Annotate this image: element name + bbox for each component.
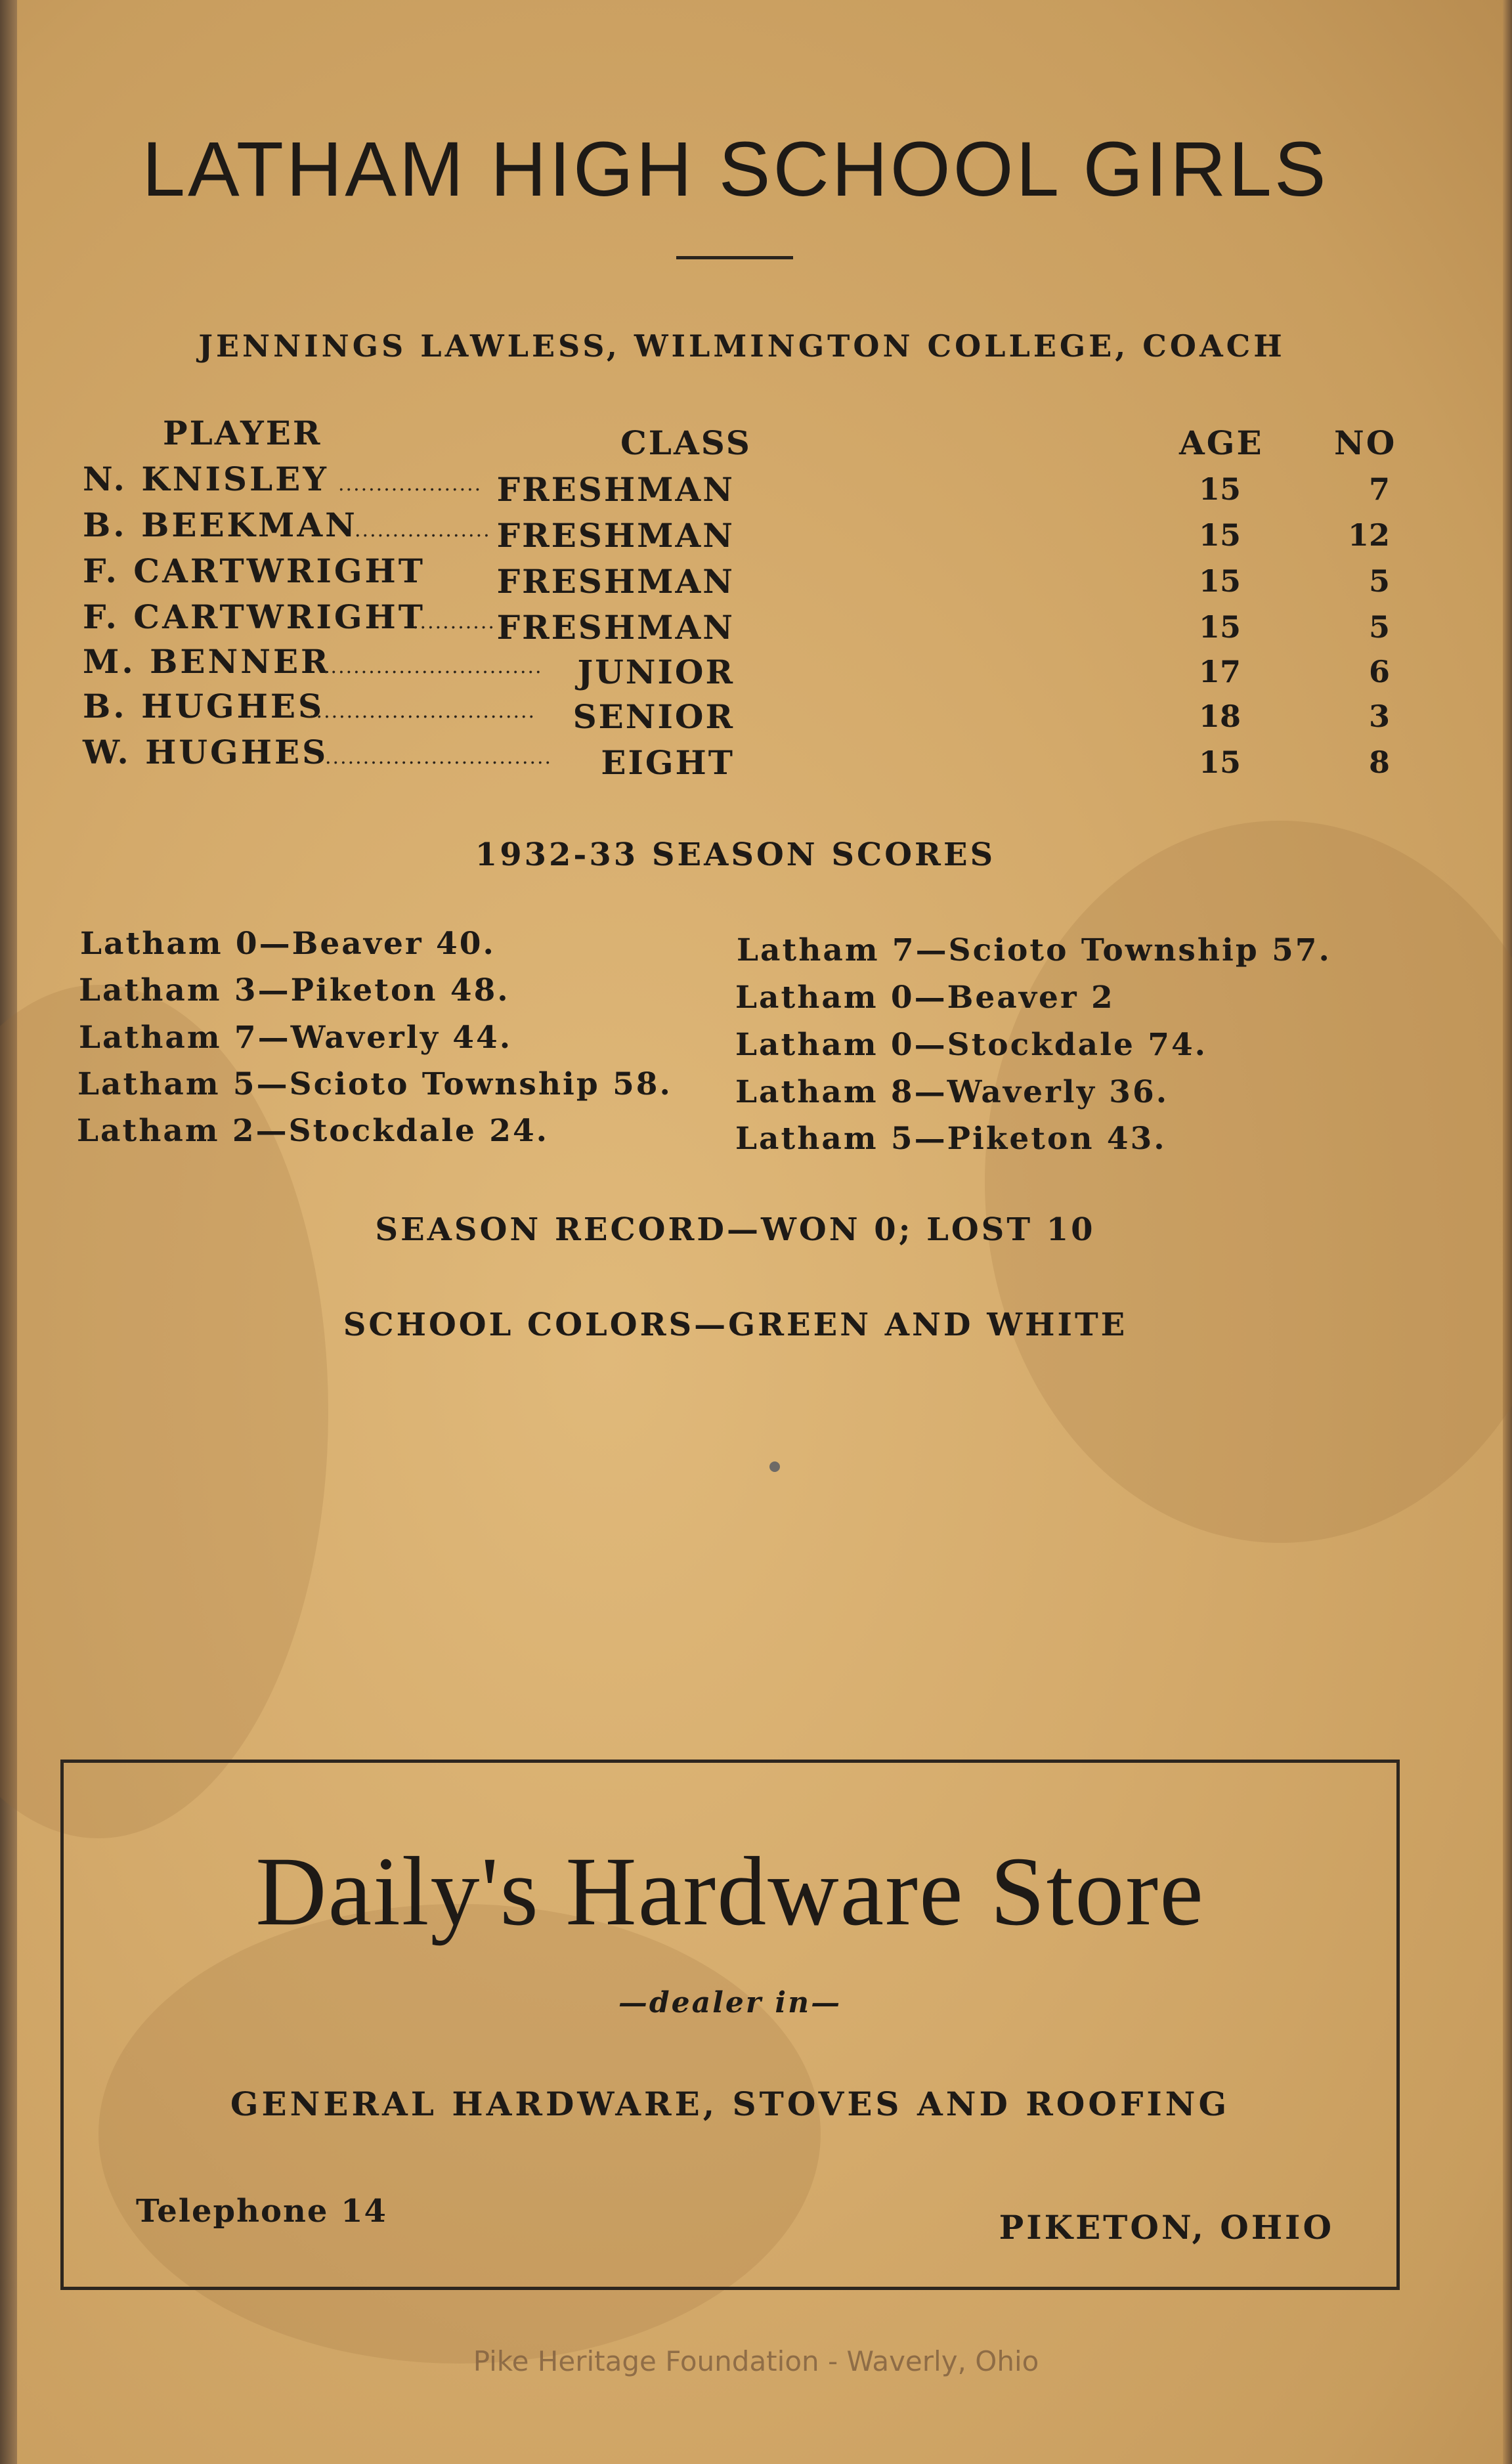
season-record: SEASON RECORD—WON 0; LOST 10 bbox=[375, 1211, 1096, 1248]
score-line: Latham 7—Waverly 44. bbox=[79, 1020, 513, 1056]
player-class: FRESHMAN bbox=[496, 516, 735, 555]
player-age: 18 bbox=[1199, 699, 1242, 734]
player-number: 5 bbox=[1368, 609, 1390, 645]
score-line: Latham 2—Stockdale 24. bbox=[77, 1113, 550, 1149]
coach-line: JENNINGS LAWLESS, WILMINGTON COLLEGE, COACH bbox=[198, 328, 1285, 364]
player-class: FRESHMAN bbox=[496, 562, 735, 601]
header-class: CLASS bbox=[620, 423, 752, 462]
player-class: SENIOR bbox=[572, 697, 735, 736]
watermark: Pike Heritage Foundation - Waverly, Ohio bbox=[473, 2345, 1039, 2377]
player-number: 6 bbox=[1368, 654, 1390, 689]
player-number: 5 bbox=[1368, 563, 1390, 599]
score-line: Latham 5—Scioto Township 58. bbox=[77, 1066, 672, 1102]
score-line: Latham 3—Piketon 48. bbox=[79, 972, 510, 1008]
player-name: B. BEEKMAN bbox=[83, 506, 358, 544]
header-age: AGE bbox=[1179, 423, 1264, 462]
player-class: JUNIOR bbox=[577, 653, 735, 691]
title-divider bbox=[676, 256, 793, 259]
dot-leader: ............................. bbox=[323, 655, 543, 678]
player-age: 15 bbox=[1199, 471, 1242, 507]
season-scores-title: 1932-33 SEASON SCORES bbox=[475, 836, 996, 873]
hardware-store-ad bbox=[60, 1760, 1400, 2290]
player-class: EIGHT bbox=[601, 743, 735, 782]
score-line: Latham 0—Beaver 40. bbox=[80, 926, 496, 962]
player-name: M. BENNER bbox=[83, 642, 331, 681]
score-line: Latham 0—Stockdale 74. bbox=[735, 1027, 1208, 1063]
player-name: F. CARTWRIGHT bbox=[83, 551, 425, 590]
player-number: 3 bbox=[1368, 699, 1390, 734]
score-line: Latham 5—Piketon 43. bbox=[735, 1121, 1167, 1157]
dot-leader: .............................. bbox=[309, 700, 536, 723]
score-line: Latham 8—Waverly 36. bbox=[735, 1074, 1169, 1110]
header-player: PLAYER bbox=[163, 414, 322, 452]
ad-telephone: Telephone 14 bbox=[136, 2193, 387, 2230]
dot-leader: .............................. bbox=[325, 746, 553, 769]
player-age: 17 bbox=[1199, 654, 1242, 689]
pin-hole bbox=[769, 1461, 780, 1472]
dot-leader: ................... bbox=[338, 473, 483, 496]
player-number: 8 bbox=[1368, 745, 1390, 780]
header-no: NO bbox=[1334, 423, 1397, 462]
score-line: Latham 0—Beaver 2 bbox=[735, 980, 1115, 1016]
score-line: Latham 7—Scioto Township 57. bbox=[737, 932, 1331, 968]
player-number: 7 bbox=[1368, 471, 1390, 507]
player-name: F. CARTWRIGHT bbox=[83, 597, 425, 636]
school-colors: SCHOOL COLORS—GREEN AND WHITE bbox=[343, 1307, 1128, 1343]
dot-leader: .................. bbox=[355, 519, 491, 542]
ad-products: GENERAL HARDWARE, STOVES AND ROOFING bbox=[230, 2085, 1230, 2123]
player-age: 15 bbox=[1199, 517, 1242, 553]
page-title: LATHAM HIGH SCHOOL GIRLS bbox=[142, 126, 1329, 213]
player-class: FRESHMAN bbox=[496, 608, 735, 647]
player-name: W. HUGHES bbox=[83, 733, 329, 771]
player-age: 15 bbox=[1199, 563, 1242, 599]
ad-store-name: Daily's Hardware Store bbox=[255, 1837, 1205, 1946]
player-class: FRESHMAN bbox=[496, 470, 735, 509]
dot-leader: ........... bbox=[412, 611, 496, 634]
player-number: 12 bbox=[1347, 517, 1390, 553]
ad-subtitle: —dealer in— bbox=[618, 1986, 842, 2020]
ad-city: PIKETON, OHIO bbox=[999, 2208, 1334, 2247]
player-age: 15 bbox=[1199, 745, 1242, 780]
paper-stain bbox=[985, 821, 1512, 1543]
player-name: B. HUGHES bbox=[83, 687, 325, 725]
player-name: N. KNISLEY bbox=[83, 460, 329, 498]
player-age: 15 bbox=[1199, 609, 1242, 645]
